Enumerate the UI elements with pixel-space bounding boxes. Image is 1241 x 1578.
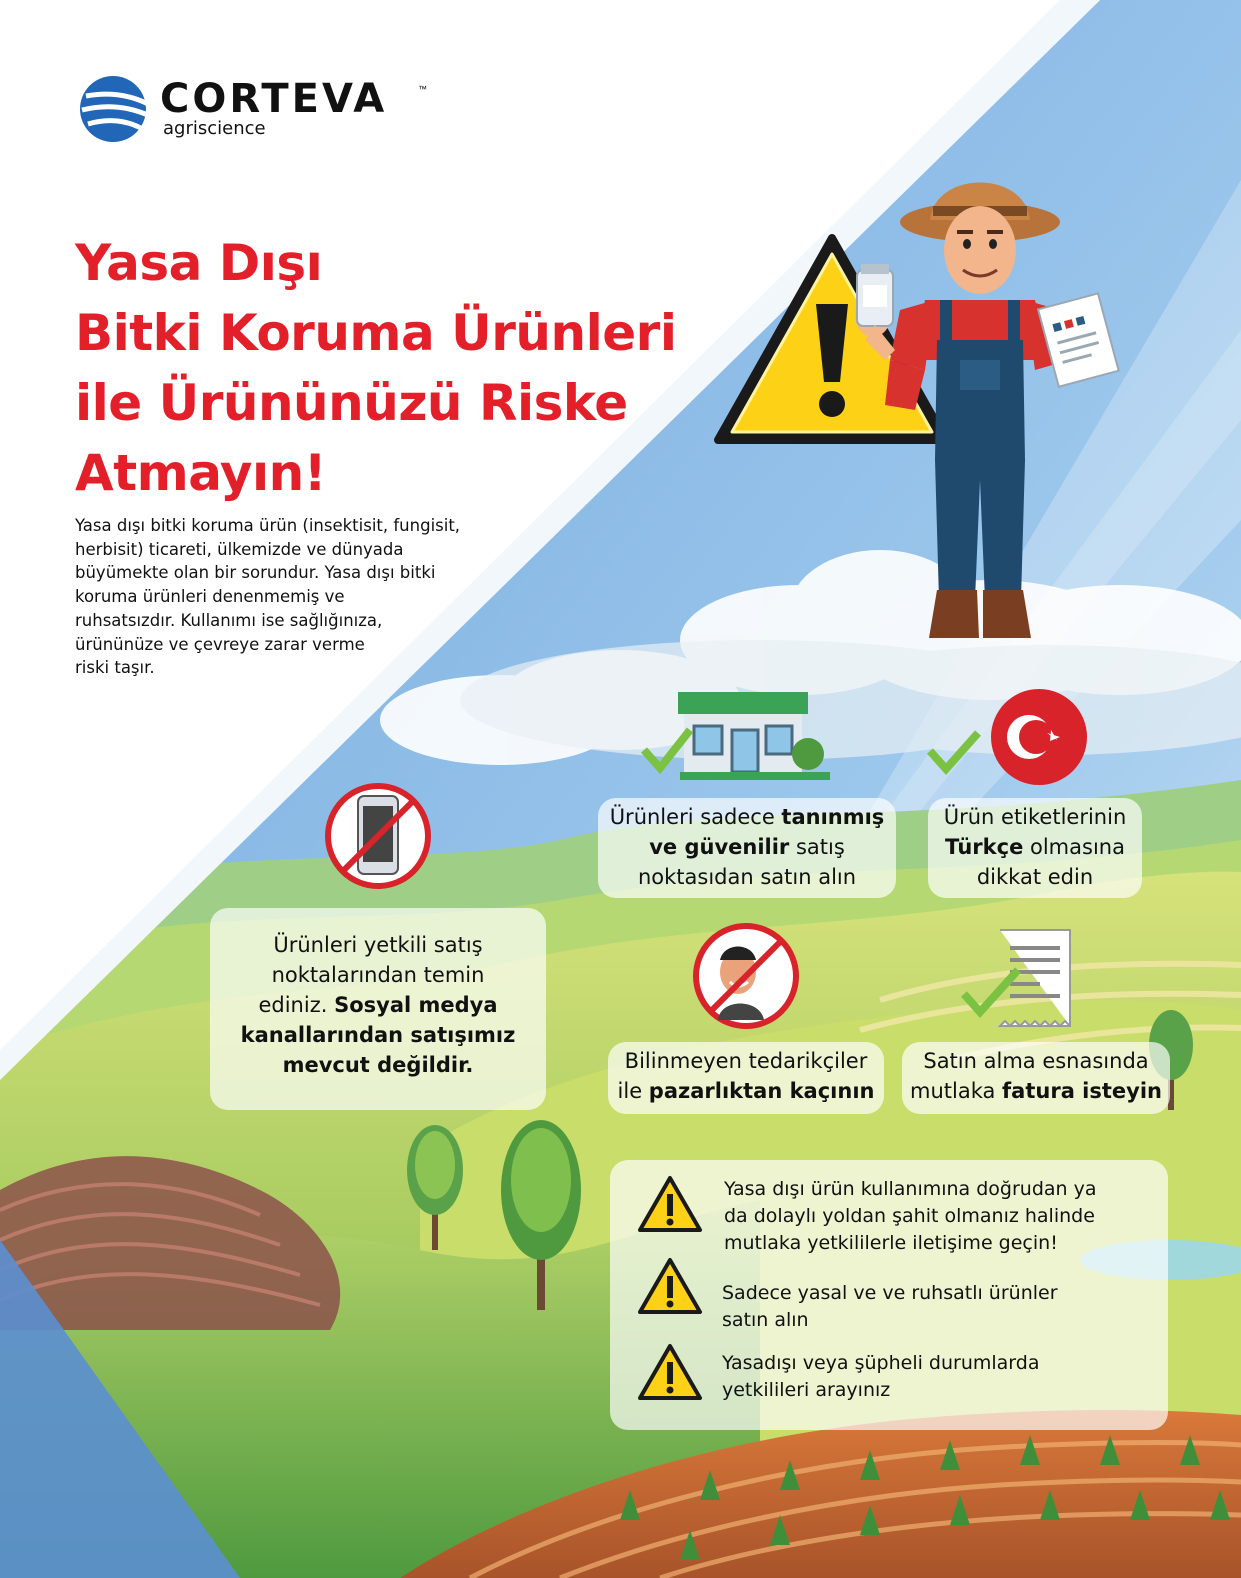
tip-store <box>598 802 896 892</box>
tip-invoice <box>900 1046 1172 1106</box>
warning-triangle-icon <box>636 1174 704 1234</box>
tip-text: ile <box>617 1079 649 1103</box>
tip-line: Satın alma esnasında <box>923 1049 1149 1073</box>
warning-item <box>722 1280 1058 1334</box>
intro-line: ürününüze ve çevreye zarar verme <box>75 634 365 654</box>
turkey-flag-icon <box>926 685 1096 787</box>
tip-text: ediniz. <box>258 993 335 1017</box>
tip-line <box>598 832 896 862</box>
intro-line: koruma ürünleri denenmemiş ve <box>75 587 345 607</box>
tip-bold-text: tanınmış <box>781 805 885 829</box>
farmer-illustration <box>845 160 1135 650</box>
warning-line: mutlaka yetkililerle iletişime geçin! <box>724 1232 1058 1254</box>
intro-line: riski taşır. <box>75 658 155 678</box>
warning-triangle-icon <box>636 1342 704 1402</box>
tip-bold-text: mevcut değildir. <box>282 1053 474 1077</box>
tip-text: satış <box>789 835 845 859</box>
trademark-symbol: ™ <box>418 84 427 94</box>
check-icon <box>964 970 1018 1012</box>
warning-line: yetkilileri arayınız <box>722 1379 891 1401</box>
warning-triangle-icon <box>636 1256 704 1316</box>
intro-line: herbisit) ticareti, ülkemizde ve dünyada <box>75 539 404 559</box>
tip-bold-text: Türkçe <box>945 835 1024 859</box>
brand-name: CORTEVA <box>160 76 388 122</box>
title-line: Yasa Dışı <box>75 234 323 292</box>
warning-item <box>724 1176 1097 1257</box>
warning-line: Yasa dışı ürün kullanımına doğrudan ya <box>724 1178 1097 1200</box>
warning-line: satın alın <box>722 1309 809 1331</box>
check-icon <box>930 733 978 769</box>
title-line: Atmayın! <box>75 444 327 502</box>
tip-turkish-label <box>928 802 1142 892</box>
warning-line: Sadece yasal ve ve ruhsatlı ürünler <box>722 1282 1058 1304</box>
tip-line: dikkat edin <box>976 865 1094 889</box>
warning-line: Yasadışı veya şüpheli durumlarda <box>722 1352 1040 1374</box>
tip-bargain <box>606 1046 886 1106</box>
tip-bold-text: pazarlıktan kaçının <box>648 1079 875 1103</box>
page-title <box>75 228 735 508</box>
tip-bold-text: ve güvenilir <box>649 835 790 859</box>
tip-bold-text: kanallarından satışımız <box>240 1023 516 1047</box>
corteva-logo-icon <box>78 74 150 144</box>
no-salesman-icon <box>690 920 802 1032</box>
tip-line <box>598 802 896 832</box>
intro-line: büyümekte olan bir sorundur. Yasa dışı bitki <box>75 563 436 583</box>
tip-line <box>212 990 544 1020</box>
tip-line: Ürünleri yetkili satış <box>273 933 483 957</box>
tip-text: mutlaka <box>910 1079 1003 1103</box>
title-line: ile Ürününüzü Riske <box>75 374 628 432</box>
store-icon <box>640 690 835 785</box>
title-line: Bitki Koruma Ürünleri <box>75 304 677 362</box>
tip-text: olmasına <box>1023 835 1125 859</box>
tip-line <box>606 1076 886 1106</box>
warning-item <box>722 1350 1040 1404</box>
intro-line: Yasa dışı bitki koruma ürün (insektisit, fungisit, <box>75 516 461 535</box>
tip-line <box>212 1020 544 1050</box>
tip-line: noktasıdan satın alın <box>637 865 857 889</box>
brand-tagline: agriscience <box>163 118 266 139</box>
tip-line: noktalarından temin <box>271 963 485 987</box>
intro-paragraph <box>75 514 505 680</box>
tip-line <box>212 1050 544 1080</box>
intro-line: ruhsatsızdır. Kullanımı ise sağlığınıza, <box>75 610 383 630</box>
tip-social-media <box>212 930 544 1080</box>
no-phone-icon <box>322 780 434 892</box>
warning-line: da dolaylı yoldan şahit olmanız halinde <box>724 1205 1095 1227</box>
tip-bold-text: fatura isteyin <box>1002 1079 1162 1103</box>
tip-bold-text: Sosyal medya <box>334 993 498 1017</box>
tip-line <box>900 1076 1172 1106</box>
invoice-icon <box>960 926 1075 1032</box>
tip-line: Ürün etiketlerinin <box>943 805 1127 829</box>
tip-text: Ürünleri sadece <box>609 805 782 829</box>
tip-line: Bilinmeyen tedarikçiler <box>624 1049 868 1073</box>
tip-line <box>928 832 1142 862</box>
check-icon <box>644 730 690 768</box>
